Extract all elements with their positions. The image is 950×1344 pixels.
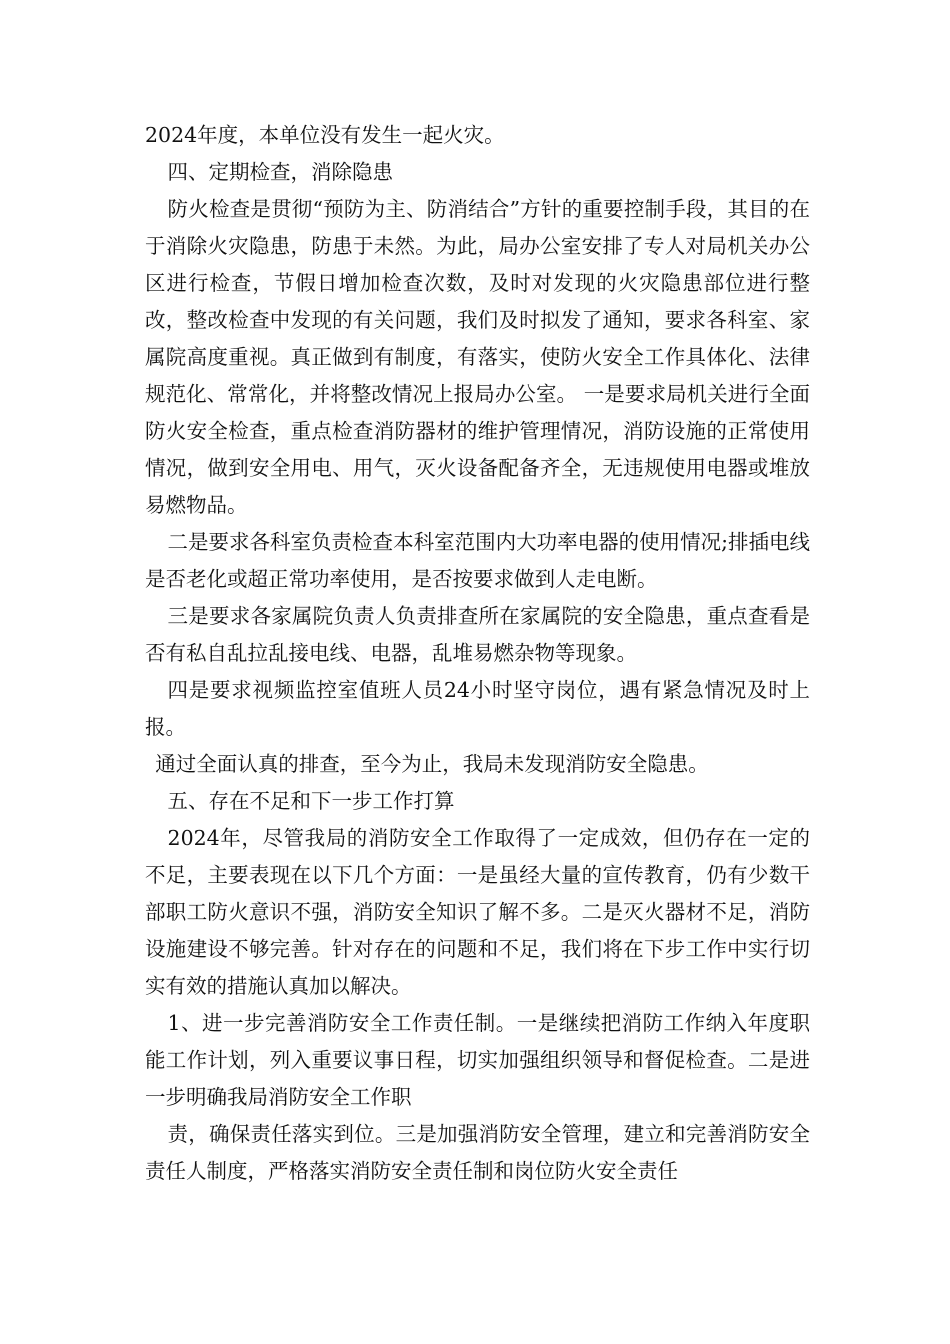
section-heading-shortcomings: 五、存在不足和下一步工作打算: [167, 789, 455, 813]
paragraph-measure-one: 1、进一步完善消防安全工作责任制。一是继续把消防工作纳入年度职能工作计划，列入重要议事日程，切实加强组织领导和督促检查。二是进一步明确我局消防安全工作职: [145, 1011, 810, 1109]
section-heading-inspection: 四、定期检查，消除隐患: [167, 160, 394, 184]
paragraph-inspection-body: 防火检查是贯彻“预防为主、防消结合”方针的重要控制手段，其目的在于消除火灾隐患，防患于未然。为此，局办公室安排了专人对局机关办公区进行检查，节假日增加检查次数，及时对发现的火灾隐患部位进行整改，整改检查中发现的有关问题，我们及时拟发了通知，要求各科室、家属院高度重视。真正做到有制度，有落实，使防火安全工作具体化、法律规范化、常常化，并将整改情况上报局办公室。 一是要求局机关进行全面防火安全检查，重点检查消防器材的维护管理情况，消防设施的正常使用情况，做到安全用电、用气，灭火设备配备齐全，无违规使用电器或堆放易燃物品。: [145, 197, 810, 517]
paragraph-item-four: 四是要求视频监控室值班人员24小时坚守岗位，遇有紧急情况及时上报。: [145, 678, 810, 739]
paragraph-inspection-result: 通过全面认真的排查，至今为止，我局未发现消防安全隐患。: [155, 752, 709, 776]
paragraph-item-two: 二是要求各科室负责检查本科室范围内大功率电器的使用情况;排插电线是否老化或超正常功率使用，是否按要求做到人走电断。: [145, 530, 810, 591]
document-body: [145, 117, 810, 1190]
paragraph-measure-one-continued: 责，确保责任落实到位。三是加强消防安全管理，建立和完善消防安全责任人制度，严格落实消防安全责任制和岗位防火安全责任: [145, 1122, 810, 1183]
paragraph-shortcomings-body: 2024年，尽管我局的消防安全工作取得了一定成效，但仍存在一定的不足，主要表现在以下几个方面：一是虽经大量的宣传教育，仍有少数干部职工防火意识不强，消防安全知识了解不多。二是灭火器材不足，消防设施建设不够完善。针对存在的问题和不足，我们将在下步工作中实行切实有效的措施认真加以解决。: [145, 826, 810, 998]
paragraph-fire-record: 2024年度，本单位没有发生一起火灾。: [145, 123, 505, 147]
paragraph-item-three: 三是要求各家属院负责人负责排查所在家属院的安全隐患，重点查看是否有私自乱拉乱接电线、电器，乱堆易燃杂物等现象。: [145, 604, 810, 665]
